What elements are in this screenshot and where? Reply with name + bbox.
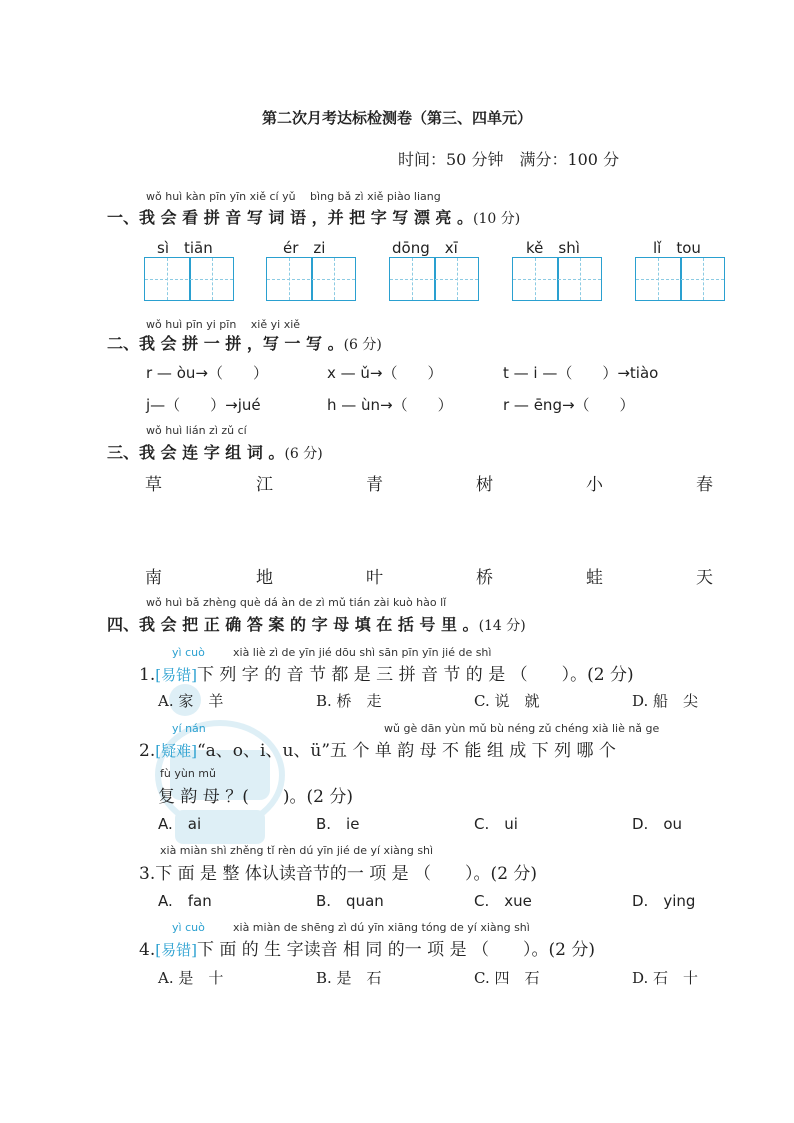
option-a[interactable]: A. ai xyxy=(158,815,202,833)
section-3-pinyin: wǒ huì lián zì zǔ cí xyxy=(146,424,247,437)
writing-grid-1[interactable] xyxy=(144,257,234,301)
option-c[interactable]: C. xue xyxy=(474,892,532,910)
word-pinyin-4: kě shì xyxy=(526,239,580,257)
section-1-pinyin: wǒ huì kàn pīn yīn xiě cí yǔ bìng bǎ zì xiě piào liang xyxy=(146,190,441,203)
question-number: 4. xyxy=(139,940,156,960)
link-char-top[interactable]: 草 xyxy=(145,475,162,495)
section-2-pinyin: wǒ huì pīn yi pīn xiě yi xiě xyxy=(146,318,301,331)
link-char-bottom[interactable]: 叶 xyxy=(366,568,383,588)
question-4-1 xyxy=(139,660,634,685)
difficulty-tag: [易错] xyxy=(155,941,197,959)
writing-grid-5[interactable] xyxy=(635,257,725,301)
time-and-score-info: 时间：50 分钟 满分：100 分 xyxy=(398,150,620,169)
section-4-heading xyxy=(107,612,526,635)
q4-3-pinyin: xià miàn shì zhěng tǐ rèn dú yīn jié de yí xiàng shì xyxy=(160,844,434,857)
difficulty-tag: [易错] xyxy=(155,666,197,684)
writing-grid-3[interactable] xyxy=(389,257,479,301)
q4-2-tag-pinyin: yí nán xyxy=(172,722,206,735)
section-3-points: (6 分) xyxy=(284,446,323,462)
option-c[interactable]: C. 四 石 xyxy=(474,969,540,987)
word-pinyin-5: lǐ tou xyxy=(653,239,701,257)
q4-1-tag-pinyin: yì cuò xyxy=(172,646,205,659)
word-pinyin-2: ér zi xyxy=(283,239,326,257)
link-char-bottom[interactable]: 南 xyxy=(145,568,162,588)
question-text: 下 面 的 生 字读音 相 同 的一 项 是 （ ）。(2 分) xyxy=(196,940,595,960)
section-1-heading xyxy=(107,205,520,228)
section-3-heading-text: 三、我 会 连 字 组 词 。 xyxy=(107,443,285,462)
question-text: “a、o、i、u、ü”五 个 单 韵 母 不 能 组 成 下 列 哪 个 xyxy=(196,741,616,761)
link-char-top[interactable]: 树 xyxy=(476,475,493,495)
section-2-heading xyxy=(107,331,382,354)
link-char-bottom[interactable]: 桥 xyxy=(476,568,493,588)
section-4-heading-text: 四、我 会 把 正 确 答 案 的 字 母 填 在 括 号 里 。 xyxy=(107,615,479,634)
section-2-heading-text: 二、我 会 拼 一 拼 ，写 一 写 。 xyxy=(107,334,344,353)
option-a[interactable]: A. 家 羊 xyxy=(158,692,224,710)
option-d[interactable]: D. 石 十 xyxy=(632,969,699,987)
section-4-points: (14 分) xyxy=(478,618,526,634)
link-char-top[interactable]: 青 xyxy=(366,475,383,495)
option-b[interactable]: B. quan xyxy=(316,892,384,910)
option-b[interactable]: B. 桥 走 xyxy=(316,692,382,710)
question-4-3 xyxy=(139,859,537,884)
section-2-points: (6 分) xyxy=(343,337,382,353)
question-number: 2. xyxy=(139,741,156,761)
link-char-bottom[interactable]: 地 xyxy=(256,568,273,588)
section-1-heading-text: 一、我 会 看 拼 音 写 词 语 ，并 把 字 写 漂 亮 。 xyxy=(107,208,473,227)
spelling-item: j—（ ）→jué xyxy=(146,396,261,414)
option-c[interactable]: C. 说 就 xyxy=(474,692,540,710)
difficulty-tag: [疑难] xyxy=(155,742,197,760)
question-number: 1. xyxy=(139,665,156,685)
option-d[interactable]: D. ying xyxy=(632,892,696,910)
word-pinyin-3: dōng xī xyxy=(392,239,458,257)
link-char-top[interactable]: 春 xyxy=(696,475,713,495)
q4-2-pinyin-line2: fù yùn mǔ xyxy=(160,767,216,780)
option-d[interactable]: D. ou xyxy=(632,815,683,833)
spelling-item: t — i —（ ）→tiào xyxy=(503,364,659,382)
question-4-2 xyxy=(139,736,616,761)
spelling-item: h — ùn→（ ） xyxy=(327,396,453,414)
section-4-pinyin: wǒ huì bǎ zhèng què dá àn de zì mǔ tián zài kuò hào lǐ xyxy=(146,596,447,609)
link-char-top[interactable]: 江 xyxy=(256,475,273,495)
q4-1-pinyin: xià liè zì de yīn jié dōu shì sān pīn yīn jié de shì xyxy=(233,646,492,659)
spelling-item: r — ēng→（ ） xyxy=(503,396,635,414)
link-char-bottom[interactable]: 天 xyxy=(696,568,713,588)
question-text: 下 列 字 的 音 节 都 是 三 拼 音 节 的 是 （ ）。(2 分) xyxy=(196,665,634,685)
section-1-points: (10 分) xyxy=(473,211,521,227)
q4-4-pinyin: xià miàn de shēng zì dú yīn xiāng tóng de yí xiàng shì xyxy=(233,921,530,934)
spelling-item: r — òu→（ ） xyxy=(146,364,268,382)
option-d[interactable]: D. 船 尖 xyxy=(632,692,699,710)
option-a[interactable]: A. 是 十 xyxy=(158,969,224,987)
option-c[interactable]: C. ui xyxy=(474,815,518,833)
question-number: 3. xyxy=(139,864,156,884)
spelling-item: x — ǔ→（ ） xyxy=(327,364,443,382)
link-char-bottom[interactable]: 蛙 xyxy=(586,568,603,588)
link-char-top[interactable]: 小 xyxy=(586,475,603,495)
option-a[interactable]: A. fan xyxy=(158,892,212,910)
option-b[interactable]: B. 是 石 xyxy=(316,969,382,987)
q4-4-tag-pinyin: yì cuò xyxy=(172,921,205,934)
exam-title: 第二次月考达标检测卷（第三、四单元） xyxy=(261,109,532,127)
option-b[interactable]: B. ie xyxy=(316,815,360,833)
writing-grid-4[interactable] xyxy=(512,257,602,301)
section-3-heading xyxy=(107,440,323,463)
question-4-2-line2: 复 韵 母 ？( )。(2 分) xyxy=(158,787,353,807)
question-4-4 xyxy=(139,935,595,960)
writing-grid-2[interactable] xyxy=(266,257,356,301)
word-pinyin-1: sì tiān xyxy=(157,239,213,257)
question-text: 下 面 是 整 体认读音节的一 项 是 （ ）。(2 分) xyxy=(155,864,538,884)
q4-2-pinyin: wǔ gè dān yùn mǔ bù néng zǔ chéng xià liè nǎ ge xyxy=(384,722,660,735)
